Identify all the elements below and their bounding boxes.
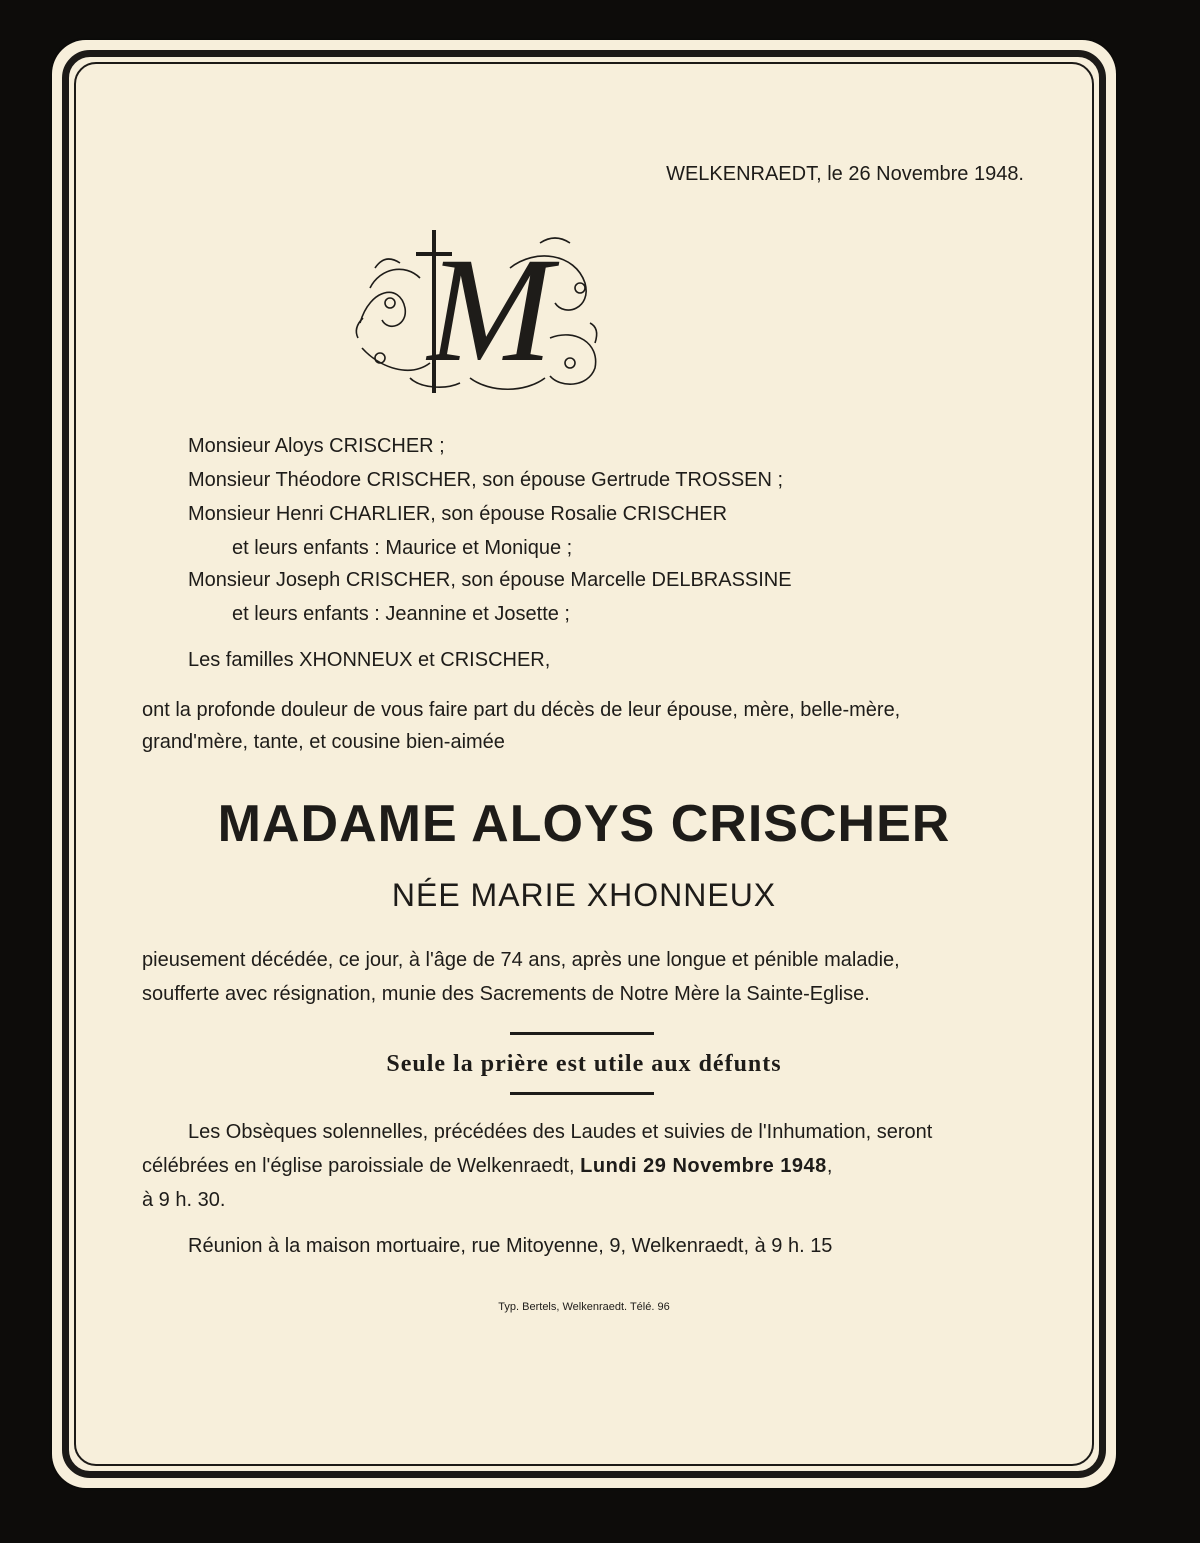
- funeral-comma: ,: [826, 1155, 833, 1177]
- announcement-line-1: ont la profonde douleur de vous faire part du décès de leur épouse, mère, belle-mère,: [142, 699, 901, 721]
- deceased-maiden-name: NÉE MARIE XHONNEUX: [391, 877, 777, 913]
- divider-bottom: [510, 1092, 654, 1095]
- family-line-7: Les familles XHONNEUX et CRISCHER,: [188, 649, 551, 671]
- funeral-date: Lundi 29 Novembre 1948: [580, 1155, 827, 1177]
- funeral-church: célébrées en l'église paroissiale de Welkenraedt,: [142, 1155, 581, 1177]
- family-line-1: Monsieur Aloys CRISCHER ;: [188, 435, 445, 457]
- motto: Seule la prière est utile aux défunts: [386, 1051, 782, 1077]
- meeting-line: Réunion à la maison mortuaire, rue Mitoyenne, 9, Welkenraedt, à 9 h. 15: [188, 1235, 833, 1257]
- funeral-line-2: [142, 1154, 832, 1178]
- funeral-line-1: Les Obsèques solennelles, précédées des Laudes et suivies de l'Inhumation, seront: [188, 1121, 933, 1143]
- printer-credit: Typ. Bertels, Welkenraedt. Télé. 96: [498, 1301, 670, 1313]
- family-line-3: Monsieur Henri CHARLIER, son épouse Rosalie CRISCHER: [188, 503, 728, 525]
- mourning-card: [52, 40, 1116, 1488]
- family-line-6: et leurs enfants : Jeannine et Josette ;: [232, 603, 570, 625]
- details-line-1: pieusement décédée, ce jour, à l'âge de 74 ans, après une longue et pénible maladie,: [142, 949, 900, 971]
- dateline: WELKENRAEDT, le 26 Novembre 1948.: [666, 163, 1024, 185]
- divider-top: [510, 1032, 654, 1035]
- announcement-line-2: grand'mère, tante, et cousine bien-aimée: [142, 731, 505, 753]
- cross-monogram-icon: [350, 228, 606, 398]
- deceased-name: MADAME ALOYS CRISCHER: [217, 795, 951, 853]
- family-line-4: et leurs enfants : Maurice et Monique ;: [232, 537, 573, 559]
- family-line-2: Monsieur Théodore CRISCHER, son épouse Gertrude TROSSEN ;: [188, 469, 784, 491]
- svg-text:M: M: [427, 228, 553, 393]
- details-line-2: soufferte avec résignation, munie des Sacrements de Notre Mère la Sainte-Eglise.: [142, 983, 870, 1005]
- family-line-5: Monsieur Joseph CRISCHER, son épouse Marcelle DELBRASSINE: [188, 569, 792, 591]
- funeral-line-3: à 9 h. 30.: [142, 1189, 226, 1211]
